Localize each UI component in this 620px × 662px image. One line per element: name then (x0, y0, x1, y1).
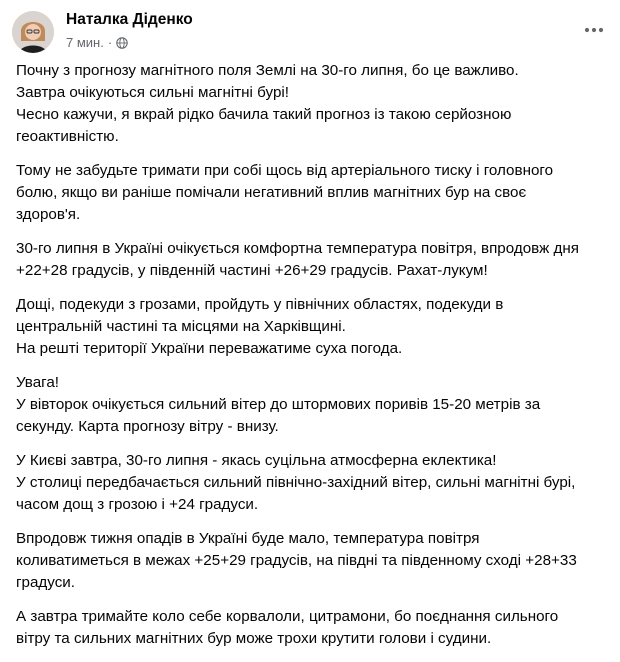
avatar[interactable] (12, 11, 54, 53)
post-text-line: градуси. (16, 574, 76, 591)
post-paragraph (16, 160, 612, 226)
post-text-line: У Києві завтра, 30-го липня - якась суцільна атмосферна еклектика! (16, 452, 497, 469)
more-options-button[interactable] (580, 16, 608, 44)
post-text-line: У столиці передбачається сильний північно-західний вітер, сильні магнітні бурі, (16, 474, 576, 491)
post-meta (66, 35, 128, 50)
post-text-line: Впродовж тижня опадів в Україні буде мало, температура повітря (16, 530, 480, 547)
post-text-line: болю, якщо ви раніше помічали негативний вплив магнітних бур на своє (16, 184, 527, 201)
post-text-line: Почну з прогнозу магнітного поля Землі на 30-го липня, бо це важливо. (16, 62, 519, 79)
avatar-photo-icon (12, 11, 54, 53)
post-paragraph (16, 372, 612, 438)
post-text-line: +22+28 градусів, у південній частині +26+29 градусів. Рахат-лукум! (16, 262, 488, 279)
post-text-line: геоактивністю. (16, 128, 119, 145)
post-body (16, 60, 612, 662)
post-text-line: 30-го липня в Україні очікується комфортна температура повітря, впродовж дня (16, 240, 579, 257)
post-text-line: Дощі, подекуди з грозами, пройдуть у північних областях, подекуди в (16, 296, 504, 313)
post-text-line: коливатиметься в межах +25+29 градусів, на півдні та південному сході +28+33 (16, 552, 577, 569)
post-paragraph (16, 294, 612, 360)
post-text-line: На решті території України переважатиме суха погода. (16, 340, 403, 357)
post-text-line: А завтра тримайте коло себе корвалоли, цитрамони, бо поєднання сильного (16, 608, 559, 625)
post-paragraph (16, 528, 612, 594)
post-paragraph (16, 60, 612, 148)
post-text-line: вітру та сильних магнітних бур може трохи крутити голови і судини. (16, 630, 492, 647)
post-text-line: часом дощ з грозою і +24 градуси. (16, 496, 259, 513)
post-text-line: центральній частині та місцями на Харківщині. (16, 318, 346, 335)
post-paragraph (16, 450, 612, 516)
post-text-line: здоров'я. (16, 206, 81, 223)
post-text-line: Увага! (16, 374, 60, 391)
post-text-line: У вівторок очікується сильний вітер до штормових поривів 15-20 метрів за (16, 396, 541, 413)
post-text-line: Чесно кажучи, я вкрай рідко бачила такий прогноз із такою серйозною (16, 106, 512, 123)
more-options-icon (584, 27, 604, 33)
post-text-line: Завтра очікуються сильні магнітні бурі! (16, 84, 289, 101)
meta-separator: · (107, 35, 113, 50)
post-paragraph (16, 606, 612, 650)
globe-icon[interactable] (116, 37, 128, 49)
post-text-line: Тому не забудьте тримати при собі щось від артеріального тиску і головного (16, 162, 554, 179)
post-paragraph (16, 238, 612, 282)
post-time[interactable]: 7 мин. (66, 35, 104, 50)
post-text-line: секунду. Карта прогнозу вітру - внизу. (16, 418, 279, 435)
author-name[interactable]: Наталка Діденко (66, 11, 193, 28)
